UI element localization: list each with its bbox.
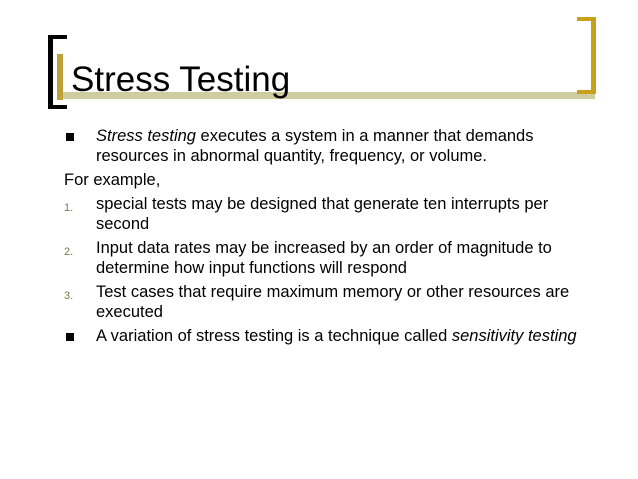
numbered-item-text: special tests may be designed that generate ten interrupts per second xyxy=(96,195,549,233)
right-bracket-decoration xyxy=(577,17,596,94)
left-gold-bar-decoration xyxy=(57,54,63,100)
intro-text: For example, xyxy=(64,171,161,189)
bullet-italic-tail: sensitivity testing xyxy=(451,327,577,345)
bullet-text: executes a system in a manner that demands resources in abnormal quantity, frequency, or volume. xyxy=(96,127,534,165)
numbered-item xyxy=(64,282,604,322)
numbered-item-text: Input data rates may be increased by an order of magnitude to determine how input functions will respond xyxy=(96,239,552,277)
item-number: 1. xyxy=(64,202,74,214)
bullet-italic-lead: Stress testing xyxy=(96,127,196,145)
slide-title: Stress Testing xyxy=(71,60,291,99)
bullet-text: A variation of stress testing is a technique called xyxy=(96,327,452,345)
square-bullet-icon xyxy=(64,326,74,346)
numbered-item xyxy=(64,194,604,234)
square-bullet-icon xyxy=(64,126,74,146)
bullet-item xyxy=(64,326,604,346)
bullet-item xyxy=(64,126,604,166)
item-number: 2. xyxy=(64,246,74,258)
slide-content xyxy=(64,126,604,350)
item-number: 3. xyxy=(64,290,74,302)
numbered-item xyxy=(64,238,604,278)
numbered-item-text: Test cases that require maximum memory or other resources are executed xyxy=(96,283,570,321)
